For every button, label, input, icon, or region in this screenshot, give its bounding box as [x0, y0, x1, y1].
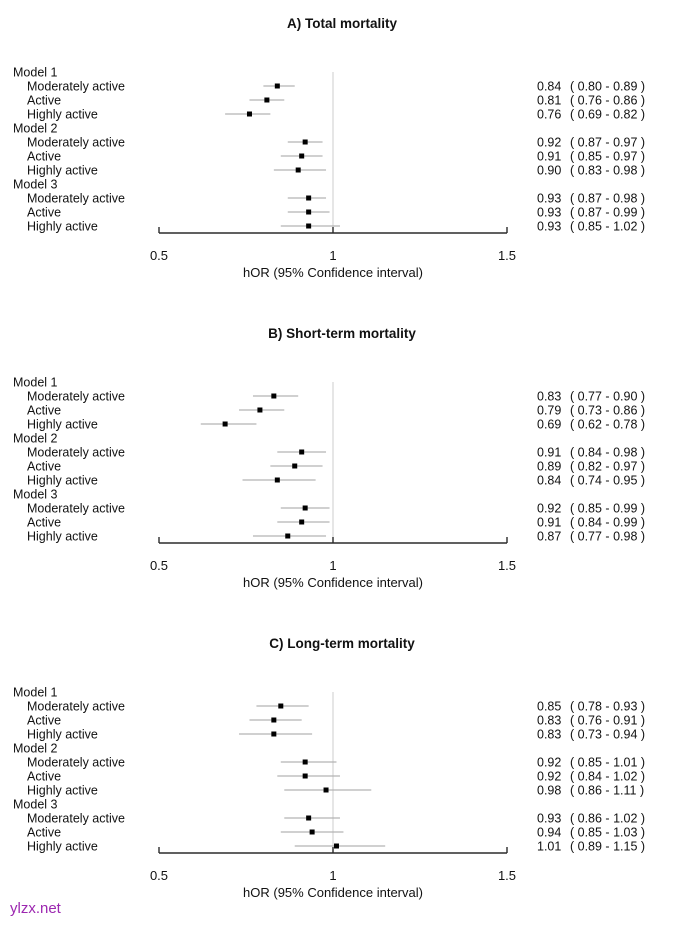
point-marker: [223, 422, 228, 427]
estimate-ci: ( 0.69 - 0.82 ): [570, 107, 646, 122]
row-label: Highly active: [27, 163, 98, 178]
estimate-value: 0.92: [537, 769, 562, 784]
point-marker: [247, 112, 252, 117]
group-label: Model 1: [13, 375, 58, 390]
row-label: Moderately active: [27, 755, 125, 770]
point-marker: [306, 210, 311, 215]
estimate-value: 0.69: [537, 417, 562, 432]
row-label: Highly active: [27, 529, 98, 544]
watermark: ylzx.net: [10, 900, 61, 917]
estimate-value: 0.98: [537, 783, 562, 798]
row-label: Highly active: [27, 107, 98, 122]
estimate-value: 0.89: [537, 459, 562, 474]
row-label: Active: [27, 403, 62, 418]
estimate-value: 0.93: [537, 205, 562, 220]
row-label: Moderately active: [27, 135, 125, 150]
estimate-ci: ( 0.84 - 1.02 ): [570, 769, 646, 784]
point-marker: [275, 84, 280, 89]
estimate-ci: ( 0.74 - 0.95 ): [570, 473, 646, 488]
point-marker: [264, 98, 269, 103]
estimate-ci: ( 0.86 - 1.02 ): [570, 811, 646, 826]
x-tick-label: 0.5: [149, 558, 169, 573]
estimate-ci: ( 0.73 - 0.86 ): [570, 403, 646, 418]
estimate-value: 0.90: [537, 163, 562, 178]
x-tick-label: 0.5: [149, 248, 169, 263]
point-marker: [271, 718, 276, 723]
point-marker: [299, 450, 304, 455]
estimate-value: 0.76: [537, 107, 562, 122]
row-label: Highly active: [27, 219, 98, 234]
panel-c-svg: [0, 620, 685, 930]
group-label: Model 3: [13, 177, 58, 192]
estimate-ci: ( 0.89 - 1.15 ): [570, 839, 646, 854]
estimate-ci: ( 0.78 - 0.93 ): [570, 699, 646, 714]
panel-b-svg: [0, 310, 685, 620]
estimate-ci: ( 0.84 - 0.99 ): [570, 515, 646, 530]
group-label: Model 3: [13, 487, 58, 502]
estimate-value: 0.93: [537, 219, 562, 234]
panel-a-svg: [0, 0, 685, 310]
point-marker: [299, 520, 304, 525]
estimate-ci: ( 0.85 - 1.02 ): [570, 219, 646, 234]
estimate-value: 0.87: [537, 529, 562, 544]
point-marker: [271, 394, 276, 399]
group-label: Model 1: [13, 65, 58, 80]
x-tick-label: 1: [329, 558, 337, 573]
estimate-value: 0.91: [537, 149, 562, 164]
row-label: Active: [27, 149, 62, 164]
estimate-value: 0.83: [537, 713, 562, 728]
x-tick-label: 1.5: [497, 558, 517, 573]
row-label: Highly active: [27, 727, 98, 742]
x-tick-label: 1.5: [497, 248, 517, 263]
point-marker: [303, 140, 308, 145]
point-marker: [296, 168, 301, 173]
row-label: Moderately active: [27, 811, 125, 826]
estimate-ci: ( 0.77 - 0.98 ): [570, 529, 646, 544]
point-marker: [306, 224, 311, 229]
point-marker: [303, 760, 308, 765]
row-label: Moderately active: [27, 445, 125, 460]
estimate-ci: ( 0.77 - 0.90 ): [570, 389, 646, 404]
estimate-ci: ( 0.85 - 1.03 ): [570, 825, 646, 840]
estimate-value: 0.92: [537, 755, 562, 770]
point-marker: [324, 788, 329, 793]
estimate-ci: ( 0.62 - 0.78 ): [570, 417, 646, 432]
group-label: Model 1: [13, 685, 58, 700]
estimate-value: 0.85: [537, 699, 562, 714]
estimate-ci: ( 0.76 - 0.91 ): [570, 713, 646, 728]
estimate-value: 0.92: [537, 135, 562, 150]
estimate-value: 0.83: [537, 389, 562, 404]
x-tick-label: 1: [329, 868, 337, 883]
point-marker: [285, 534, 290, 539]
estimate-value: 0.93: [537, 191, 562, 206]
point-marker: [299, 154, 304, 159]
row-label: Moderately active: [27, 389, 125, 404]
estimate-value: 0.94: [537, 825, 562, 840]
point-marker: [275, 478, 280, 483]
estimate-value: 0.84: [537, 79, 562, 94]
row-label: Highly active: [27, 783, 98, 798]
estimate-ci: ( 0.85 - 0.97 ): [570, 149, 646, 164]
estimate-ci: ( 0.87 - 0.99 ): [570, 205, 646, 220]
x-tick-label: 0.5: [149, 868, 169, 883]
row-label: Active: [27, 713, 62, 728]
row-label: Highly active: [27, 417, 98, 432]
point-marker: [271, 732, 276, 737]
row-label: Highly active: [27, 839, 98, 854]
estimate-value: 0.81: [537, 93, 562, 108]
panel-title: C) Long-term mortality: [269, 636, 415, 651]
panel-title: A) Total mortality: [286, 16, 398, 31]
point-marker: [306, 196, 311, 201]
point-marker: [257, 408, 262, 413]
estimate-value: 0.93: [537, 811, 562, 826]
estimate-ci: ( 0.87 - 0.98 ): [570, 191, 646, 206]
row-label: Moderately active: [27, 501, 125, 516]
estimate-value: 0.83: [537, 727, 562, 742]
row-label: Active: [27, 825, 62, 840]
estimate-ci: ( 0.76 - 0.86 ): [570, 93, 646, 108]
row-label: Active: [27, 769, 62, 784]
x-axis-label: hOR (95% Confidence interval): [243, 575, 423, 590]
point-marker: [278, 704, 283, 709]
x-tick-label: 1: [329, 248, 337, 263]
row-label: Moderately active: [27, 79, 125, 94]
row-label: Active: [27, 93, 62, 108]
x-axis-label: hOR (95% Confidence interval): [243, 885, 423, 900]
group-label: Model 2: [13, 741, 58, 756]
estimate-ci: ( 0.85 - 0.99 ): [570, 501, 646, 516]
row-label: Highly active: [27, 473, 98, 488]
estimate-ci: ( 0.83 - 0.98 ): [570, 163, 646, 178]
estimate-value: 1.01: [537, 839, 562, 854]
row-label: Active: [27, 515, 62, 530]
estimate-ci: ( 0.82 - 0.97 ): [570, 459, 646, 474]
group-label: Model 2: [13, 431, 58, 446]
estimate-value: 0.91: [537, 515, 562, 530]
x-tick-label: 1.5: [497, 868, 517, 883]
row-label: Moderately active: [27, 699, 125, 714]
estimate-value: 0.79: [537, 403, 562, 418]
point-marker: [310, 830, 315, 835]
point-marker: [292, 464, 297, 469]
estimate-ci: ( 0.85 - 1.01 ): [570, 755, 646, 770]
group-label: Model 2: [13, 121, 58, 136]
estimate-value: 0.91: [537, 445, 562, 460]
estimate-ci: ( 0.73 - 0.94 ): [570, 727, 646, 742]
estimate-value: 0.92: [537, 501, 562, 516]
row-label: Active: [27, 205, 62, 220]
estimate-value: 0.84: [537, 473, 562, 488]
point-marker: [303, 506, 308, 511]
estimate-ci: ( 0.80 - 0.89 ): [570, 79, 646, 94]
estimate-ci: ( 0.84 - 0.98 ): [570, 445, 646, 460]
point-marker: [306, 816, 311, 821]
point-marker: [303, 774, 308, 779]
point-marker: [334, 844, 339, 849]
estimate-ci: ( 0.86 - 1.11 ): [570, 783, 645, 798]
row-label: Active: [27, 459, 62, 474]
x-axis-label: hOR (95% Confidence interval): [243, 265, 423, 280]
group-label: Model 3: [13, 797, 58, 812]
estimate-ci: ( 0.87 - 0.97 ): [570, 135, 646, 150]
panel-title: B) Short-term mortality: [268, 326, 416, 341]
row-label: Moderately active: [27, 191, 125, 206]
